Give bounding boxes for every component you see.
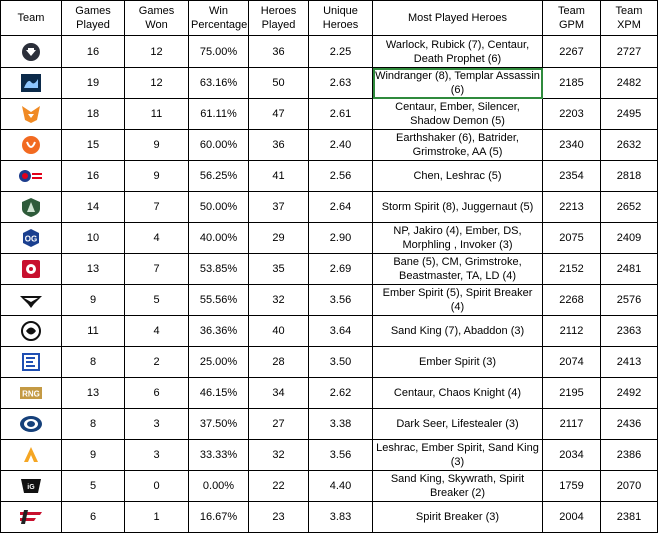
team-logo-cell[interactable] [1, 502, 62, 533]
most-played-heroes-cell[interactable]: NP, Jakiro (4), Ember, DS, Morphling , Invoker (3) [373, 223, 543, 254]
header-team-xpm[interactable]: Team XPM [601, 1, 658, 36]
team-gpm-cell[interactable]: 2152 [543, 254, 601, 285]
team-logo-cell[interactable] [1, 161, 62, 192]
heroes-played-cell[interactable]: 34 [249, 378, 309, 409]
games-won-cell[interactable]: 3 [125, 440, 189, 471]
svg-text:iG: iG [27, 484, 35, 491]
games-played-cell[interactable]: 9 [62, 285, 125, 316]
team-xpm-cell[interactable]: 2363 [601, 316, 658, 347]
heroes-played-cell[interactable]: 50 [249, 68, 309, 99]
team-xpm-cell[interactable]: 2727 [601, 36, 658, 68]
most-played-heroes-cell[interactable]: Storm Spirit (8), Juggernaut (5) [373, 192, 543, 223]
most-played-heroes-cell[interactable]: Earthshaker (6), Batrider, Grimstroke, AA (5) [373, 130, 543, 161]
team-logo-cell[interactable] [1, 378, 62, 409]
alliance-logo [3, 196, 59, 218]
virtus-pro-logo [3, 41, 59, 63]
header-win-percentage[interactable]: Win Percentage [189, 1, 249, 36]
games-won-cell[interactable]: 1 [125, 502, 189, 533]
team-xpm-cell[interactable]: 2818 [601, 161, 658, 192]
team-logo-cell[interactable] [1, 285, 62, 316]
table-row [1, 161, 658, 192]
games-won-cell[interactable]: 4 [125, 316, 189, 347]
unique-heroes-cell[interactable]: 2.62 [309, 378, 373, 409]
heroes-played-cell[interactable]: 35 [249, 254, 309, 285]
team-gpm-cell[interactable]: 2075 [543, 223, 601, 254]
most-played-heroes-cell[interactable]: Ember Spirit (5), Spirit Breaker (4) [373, 285, 543, 316]
unique-heroes-cell[interactable]: 3.56 [309, 440, 373, 471]
most-played-heroes-cell[interactable]: Centaur, Ember, Silencer, Shadow Demon (5) [373, 99, 543, 130]
table-row [1, 440, 658, 471]
team-gpm-cell[interactable]: 2195 [543, 378, 601, 409]
table-row [1, 378, 658, 409]
win-percentage-cell[interactable]: 60.00% [189, 130, 249, 161]
win-percentage-cell[interactable]: 56.25% [189, 161, 249, 192]
unique-heroes-cell[interactable]: 3.83 [309, 502, 373, 533]
win-percentage-cell[interactable]: 37.50% [189, 409, 249, 440]
most-played-heroes-cell[interactable]: Dark Seer, Lifestealer (3) [373, 409, 543, 440]
og-logo [3, 227, 59, 249]
team-logo-cell[interactable] [1, 254, 62, 285]
win-percentage-cell[interactable]: 0.00% [189, 471, 249, 502]
most-played-heroes-cell[interactable]: Chen, Leshrac (5) [373, 161, 543, 192]
win-percentage-cell[interactable]: 46.15% [189, 378, 249, 409]
team-logo-cell[interactable] [1, 68, 62, 99]
unique-heroes-cell[interactable]: 3.38 [309, 409, 373, 440]
heroes-played-cell[interactable]: 28 [249, 347, 309, 378]
win-percentage-cell[interactable]: 63.16% [189, 68, 249, 99]
header-heroes-played[interactable]: Heroes Played [249, 1, 309, 36]
games-played-cell[interactable]: 14 [62, 192, 125, 223]
forward-gaming-logo [3, 351, 59, 373]
table-row [1, 502, 658, 533]
games-won-cell[interactable]: 7 [125, 254, 189, 285]
games-played-cell[interactable]: 15 [62, 130, 125, 161]
team-logo-cell[interactable] [1, 471, 62, 502]
pain-gaming-logo [3, 506, 59, 528]
heroes-played-cell[interactable]: 22 [249, 471, 309, 502]
team-gpm-cell[interactable]: 2213 [543, 192, 601, 223]
team-xpm-cell[interactable]: 2481 [601, 254, 658, 285]
win-percentage-cell[interactable]: 50.00% [189, 192, 249, 223]
games-won-cell[interactable]: 6 [125, 378, 189, 409]
header-most-played-heroes[interactable]: Most Played Heroes [373, 1, 543, 36]
team-gpm-cell[interactable]: 2074 [543, 347, 601, 378]
team-secret-logo [3, 289, 59, 311]
table-row [1, 316, 658, 347]
team-xpm-cell[interactable]: 2482 [601, 68, 658, 99]
team-logo-cell[interactable] [1, 99, 62, 130]
team-logo-cell[interactable] [1, 192, 62, 223]
team-xpm-cell[interactable]: 2495 [601, 99, 658, 130]
games-played-cell[interactable]: 9 [62, 440, 125, 471]
heroes-played-cell[interactable]: 27 [249, 409, 309, 440]
games-played-cell[interactable]: 16 [62, 36, 125, 68]
table-row [1, 223, 658, 254]
win-percentage-cell[interactable]: 55.56% [189, 285, 249, 316]
games-won-cell[interactable]: 11 [125, 99, 189, 130]
table-row [1, 36, 658, 68]
fnatic-logo [3, 444, 59, 466]
team-liquid-logo [3, 72, 59, 94]
team-xpm-cell[interactable]: 2576 [601, 285, 658, 316]
unique-heroes-cell[interactable]: 2.61 [309, 99, 373, 130]
games-won-cell[interactable]: 5 [125, 285, 189, 316]
games-played-cell[interactable]: 13 [62, 378, 125, 409]
gambit-logo [3, 258, 59, 280]
most-played-heroes-cell[interactable]: Warlock, Rubick (7), Centaur, Death Prophet (6) [373, 36, 543, 68]
heroes-played-cell[interactable]: 32 [249, 285, 309, 316]
team-logo-cell[interactable] [1, 223, 62, 254]
games-won-cell[interactable]: 9 [125, 161, 189, 192]
table-row [1, 68, 658, 99]
rng-logo [3, 382, 59, 404]
virtus-pro-fox-logo [3, 103, 59, 125]
win-percentage-cell[interactable]: 75.00% [189, 36, 249, 68]
games-won-cell[interactable]: 12 [125, 68, 189, 99]
invictus-gaming-logo [3, 475, 59, 497]
table-body [1, 36, 658, 533]
win-percentage-cell[interactable]: 33.33% [189, 440, 249, 471]
unique-heroes-cell[interactable]: 2.40 [309, 130, 373, 161]
heroes-played-cell[interactable]: 36 [249, 36, 309, 68]
games-won-cell[interactable]: 0 [125, 471, 189, 502]
games-played-cell[interactable]: 8 [62, 347, 125, 378]
heroes-played-cell[interactable]: 23 [249, 502, 309, 533]
games-played-cell[interactable]: 16 [62, 161, 125, 192]
games-won-cell[interactable]: 2 [125, 347, 189, 378]
header-team[interactable]: Team [1, 1, 62, 36]
team-gpm-cell[interactable]: 2004 [543, 502, 601, 533]
unique-heroes-cell[interactable]: 3.50 [309, 347, 373, 378]
most-played-heroes-cell[interactable]: Spirit Breaker (3) [373, 502, 543, 533]
header-team-gpm[interactable]: Team GPM [543, 1, 601, 36]
heroes-played-cell[interactable]: 29 [249, 223, 309, 254]
heroes-played-cell[interactable]: 40 [249, 316, 309, 347]
unique-heroes-cell[interactable]: 2.63 [309, 68, 373, 99]
most-played-heroes-cell[interactable]: Leshrac, Ember Spirit, Sand King (3) [373, 440, 543, 471]
most-played-heroes-cell[interactable]: Sand King, Skywrath, Spirit Breaker (2) [373, 471, 543, 502]
win-percentage-cell[interactable]: 61.11% [189, 99, 249, 130]
evil-geniuses-logo [3, 413, 59, 435]
psg-lgd-logo [3, 165, 59, 187]
team-gpm-cell[interactable]: 1759 [543, 471, 601, 502]
team-xpm-cell[interactable]: 2070 [601, 471, 658, 502]
team-gpm-cell[interactable]: 2185 [543, 68, 601, 99]
team-xpm-cell[interactable]: 2436 [601, 409, 658, 440]
most-played-heroes-cell[interactable]: Centaur, Chaos Knight (4) [373, 378, 543, 409]
heroes-played-cell[interactable]: 32 [249, 440, 309, 471]
team-xpm-cell[interactable]: 2492 [601, 378, 658, 409]
team-gpm-cell[interactable]: 2340 [543, 130, 601, 161]
team-xpm-cell[interactable]: 2652 [601, 192, 658, 223]
most-played-heroes-cell[interactable]: Ember Spirit (3) [373, 347, 543, 378]
team-gpm-cell[interactable]: 2112 [543, 316, 601, 347]
games-won-cell[interactable]: 4 [125, 223, 189, 254]
unique-heroes-cell[interactable]: 2.25 [309, 36, 373, 68]
most-played-heroes-cell[interactable]: Windranger (8), Templar Assassin (6) [373, 68, 543, 99]
team-gpm-cell[interactable]: 2354 [543, 161, 601, 192]
unique-heroes-cell[interactable]: 2.90 [309, 223, 373, 254]
games-played-cell[interactable]: 8 [62, 409, 125, 440]
svg-text:RNG: RNG [22, 389, 40, 399]
team-logo-cell[interactable] [1, 347, 62, 378]
games-played-cell[interactable]: 19 [62, 68, 125, 99]
team-logo-cell[interactable] [1, 130, 62, 161]
heroes-played-cell[interactable]: 47 [249, 99, 309, 130]
win-percentage-cell[interactable]: 36.36% [189, 316, 249, 347]
win-percentage-cell[interactable]: 25.00% [189, 347, 249, 378]
table-row [1, 471, 658, 502]
unique-heroes-cell[interactable]: 2.69 [309, 254, 373, 285]
team-gpm-cell[interactable]: 2268 [543, 285, 601, 316]
unique-heroes-cell[interactable]: 2.64 [309, 192, 373, 223]
header-unique-heroes[interactable]: Unique Heroes [309, 1, 373, 36]
table-row [1, 99, 658, 130]
heroes-played-cell[interactable]: 41 [249, 161, 309, 192]
team-logo-cell[interactable] [1, 409, 62, 440]
header-row [1, 1, 658, 36]
games-played-cell[interactable]: 18 [62, 99, 125, 130]
table-row [1, 347, 658, 378]
heroes-played-cell[interactable]: 37 [249, 192, 309, 223]
team-xpm-cell[interactable]: 2386 [601, 440, 658, 471]
win-percentage-cell[interactable]: 16.67% [189, 502, 249, 533]
team-xpm-cell[interactable]: 2632 [601, 130, 658, 161]
win-percentage-cell[interactable]: 40.00% [189, 223, 249, 254]
team-gpm-cell[interactable]: 2117 [543, 409, 601, 440]
table-row [1, 285, 658, 316]
heroes-played-cell[interactable]: 36 [249, 130, 309, 161]
unique-heroes-cell[interactable]: 4.40 [309, 471, 373, 502]
games-won-cell[interactable]: 3 [125, 409, 189, 440]
table-row [1, 130, 658, 161]
header-games-won[interactable]: Games Won [125, 1, 189, 36]
vici-gaming-logo [3, 134, 59, 156]
games-played-cell[interactable]: 5 [62, 471, 125, 502]
games-won-cell[interactable]: 9 [125, 130, 189, 161]
most-played-heroes-cell[interactable]: Bane (5), CM, Grimstroke, Beastmaster, TA, LD (4) [373, 254, 543, 285]
team-xpm-cell[interactable]: 2413 [601, 347, 658, 378]
team-logo-cell[interactable] [1, 36, 62, 68]
table-row [1, 254, 658, 285]
table-row [1, 192, 658, 223]
svg-text:OG: OG [24, 234, 38, 244]
team-gpm-cell[interactable]: 2203 [543, 99, 601, 130]
most-played-heroes-cell[interactable]: Sand King (7), Abaddon (3) [373, 316, 543, 347]
unique-heroes-cell[interactable]: 3.56 [309, 285, 373, 316]
team-gpm-cell[interactable]: 2034 [543, 440, 601, 471]
table-row [1, 409, 658, 440]
games-won-cell[interactable]: 12 [125, 36, 189, 68]
team-xpm-cell[interactable]: 2381 [601, 502, 658, 533]
win-percentage-cell[interactable]: 53.85% [189, 254, 249, 285]
unique-heroes-cell[interactable]: 2.56 [309, 161, 373, 192]
games-played-cell[interactable]: 13 [62, 254, 125, 285]
team-logo-cell[interactable] [1, 440, 62, 471]
games-played-cell[interactable]: 10 [62, 223, 125, 254]
unique-heroes-cell[interactable]: 3.64 [309, 316, 373, 347]
team-gpm-cell[interactable]: 2267 [543, 36, 601, 68]
team-xpm-cell[interactable]: 2409 [601, 223, 658, 254]
header-games-played[interactable]: Games Played [62, 1, 125, 36]
ninjas-in-pyjamas-logo [3, 320, 59, 342]
games-played-cell[interactable]: 11 [62, 316, 125, 347]
games-won-cell[interactable]: 7 [125, 192, 189, 223]
games-played-cell[interactable]: 6 [62, 502, 125, 533]
team-logo-cell[interactable] [1, 316, 62, 347]
